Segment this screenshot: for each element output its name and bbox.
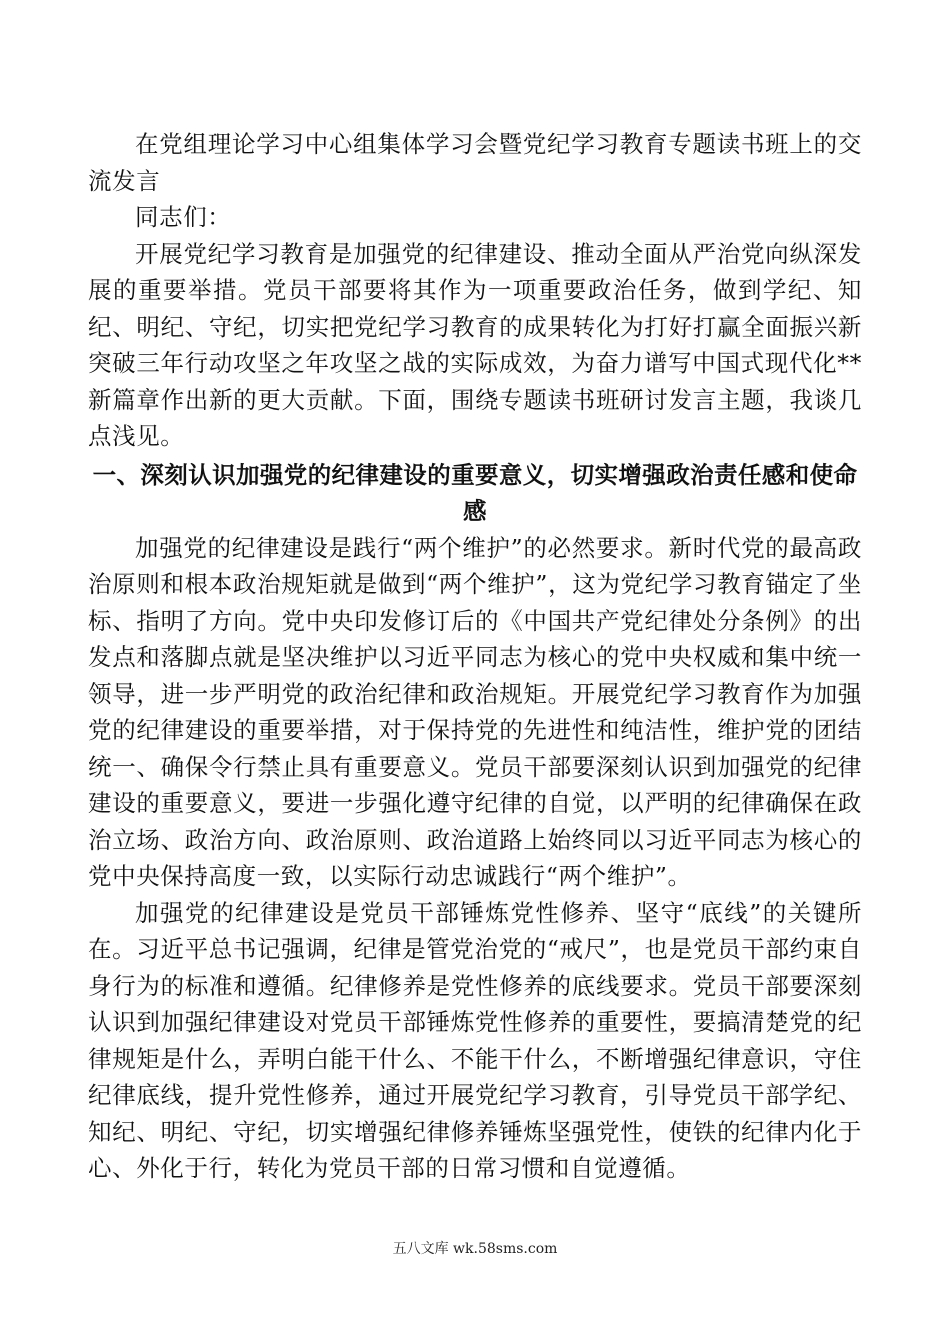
- intro-paragraph: 开展党纪学习教育是加强党的纪律建设、推动全面从严治党向纵深发展的重要举措。党员干部要将其作为一项重要政治任务，做到学纪、知纪、明纪、守纪，切实把党纪学习教育的成果转化为打好打赢全面振兴新突破三年行动攻坚之年攻坚之战的实际成效，为奋力谱写中国式现代化**新篇章作出新的更大贡献。下面，围绕专题读书班研讨发言主题，我谈几点浅见。: [88, 239, 862, 450]
- document-body: [88, 126, 862, 1187]
- salutation: 同志们：: [135, 203, 232, 231]
- footer-watermark[interactable]: 五八文库 wk.58sms.com: [392, 1241, 558, 1257]
- body-paragraph: 加强党的纪律建设是党员干部锤炼党性修养、坚守“底线”的关键所在。习近平总书记强调，纪律是管党治党的“戒尺”，也是党员干部约束自身行为的标准和遵循。纪律修养是党性修养的底线要求。党员干部要深刻认识到加强纪律建设对党员干部锤炼党性修养的重要性，要搞清楚党的纪律规矩是什么，弄明白能干什么、不能干什么，不断增强纪律意识，守住纪律底线，提升党性修养，通过开展党纪学习教育，引导党员干部学纪、知纪、明纪、守纪，切实增强纪律修养锤炼坚强党性，使铁的纪律内化于心、外化于行，转化为党员干部的日常习惯和自觉遵循。: [88, 898, 862, 1182]
- document-title: 在党组理论学习中心组集体学习会暨党纪学习教育专题读书班上的交流发言: [88, 130, 862, 195]
- section-heading: 一、深刻认识加强党的纪律建设的重要意义，切实增强政治责任感和使命感: [92, 460, 858, 525]
- body-paragraph: 加强党的纪律建设是践行“两个维护”的必然要求。新时代党的最高政治原则和根本政治规矩就是做到“两个维护”，这为党纪学习教育锚定了坐标、指明了方向。党中央印发修订后的《中国共产党纪律处分条例》的出发点和落脚点就是坚决维护以习近平同志为核心的党中央权威和集中统一领导，进一步严明党的政治纪律和政治规矩。开展党纪学习教育作为加强党的纪律建设的重要举措，对于保持党的先进性和纯洁性，维护党的团结统一、确保令行禁止具有重要意义。党员干部要深刻认识到加强党的纪律建设的重要意义，要进一步强化遵守纪律的自觉，以严明的纪律确保在政治立场、政治方向、政治原则、政治道路上始终同以习近平同志为核心的党中央保持高度一致，以实际行动忠诚践行“两个维护”。: [88, 533, 862, 890]
